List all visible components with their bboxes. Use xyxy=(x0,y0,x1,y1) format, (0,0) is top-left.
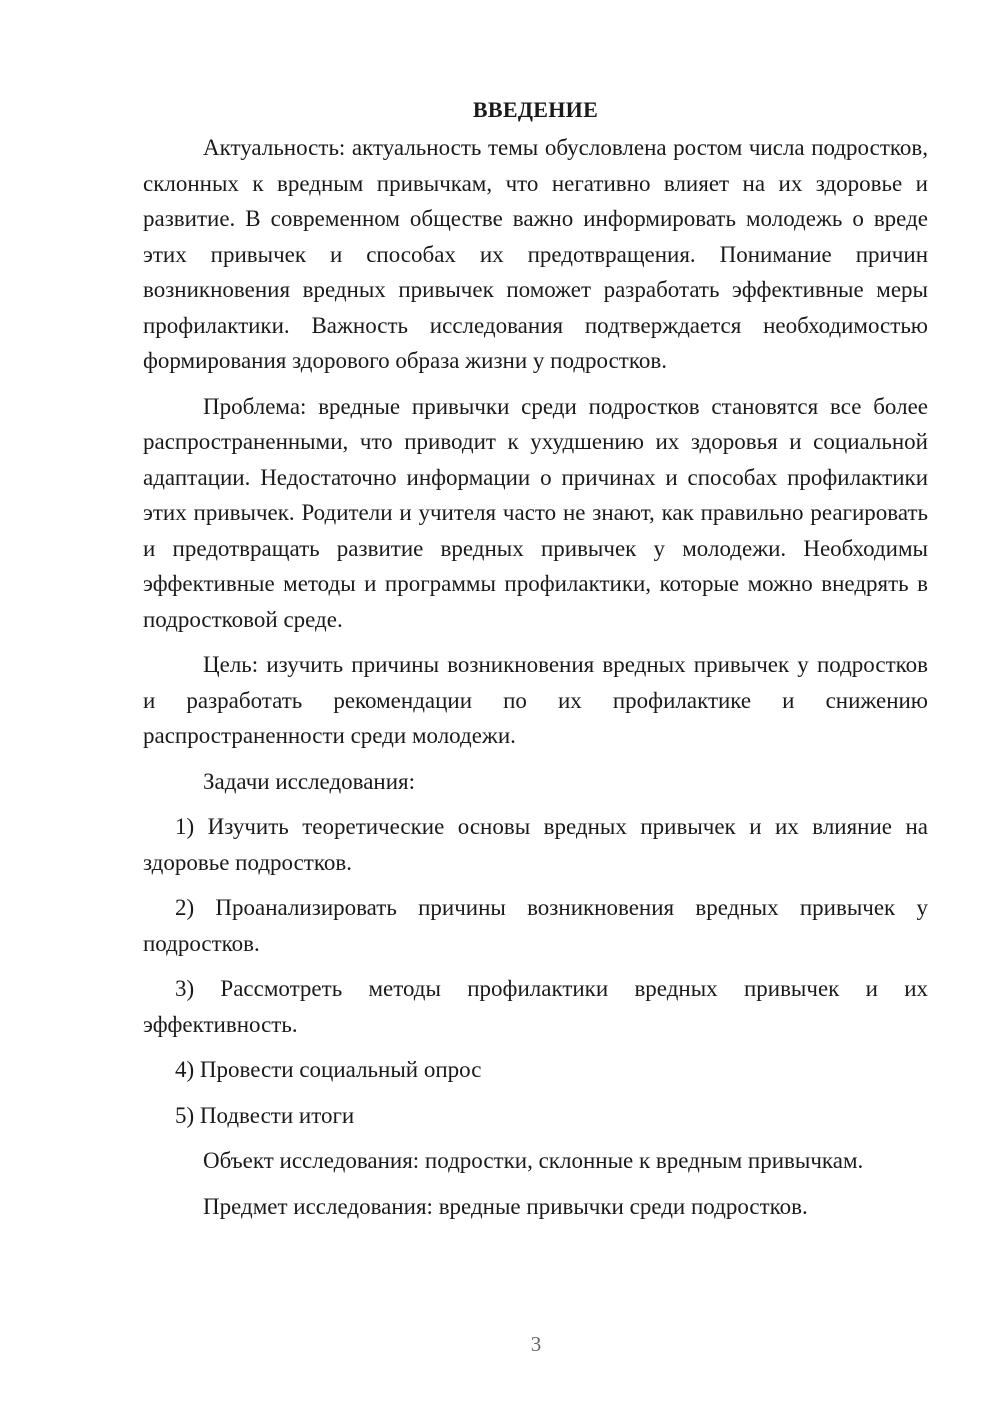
task-item-1: 1) Изучить теоретические основы вредных привычек и их влияние на здоровье подростков. xyxy=(143,814,928,875)
research-subject: Предмет исследования: вредные привычки среди подростков. xyxy=(203,1193,808,1219)
page-title: ВВЕДЕНИЕ xyxy=(472,97,599,122)
task-item-5: 5) Подвести итоги xyxy=(175,1102,355,1128)
tasks-heading: Задачи исследования: xyxy=(203,768,416,794)
research-object: Объект исследования: подростки, склонные к вредным привычкам. xyxy=(203,1148,864,1173)
task-item-4: 4) Провести социальный опрос xyxy=(175,1057,482,1082)
document-page xyxy=(143,92,928,1234)
page-number: 3 xyxy=(530,1332,542,1356)
relevance-paragraph: Актуальность: актуальность темы обусловлена ростом числа подростков, склонных к вредным привычкам, что негативно влияет на их здоровье и развитие. В современном обществе важно информировать молодежь о вреде этих привычек и способах их предотвращения. Понимание причин возникновения вредных привычек поможет разработать эффективные меры профилактики. Важность исследования подтверждается необходимостью формирования здорового образа жизни у подростков. xyxy=(143,135,928,373)
task-item-3: 3) Рассмотреть методы профилактики вредных привычек и их эффективность. xyxy=(143,976,928,1037)
task-item-2: 2) Проанализировать причины возникновения вредных привычек у подростков. xyxy=(143,895,928,956)
goal-paragraph: Цель: изучить причины возникновения вредных привычек у подростков и разработать рекомендации по их профилактике и снижению распространенности среди молодежи. xyxy=(143,652,928,748)
problem-paragraph: Проблема: вредные привычки среди подростков становятся все более распространенными, что приводит к ухудшению их здоровья и социальной адаптации. Недостаточно информации о причинах и способах профилактики этих привычек. Родители и учителя часто не знают, как правильно реагировать и предотвращать развитие вредных привычек у молодежи. Необходимы эффективные методы и программы профилактики, которые можно внедрять в подростковой среде. xyxy=(143,393,928,632)
